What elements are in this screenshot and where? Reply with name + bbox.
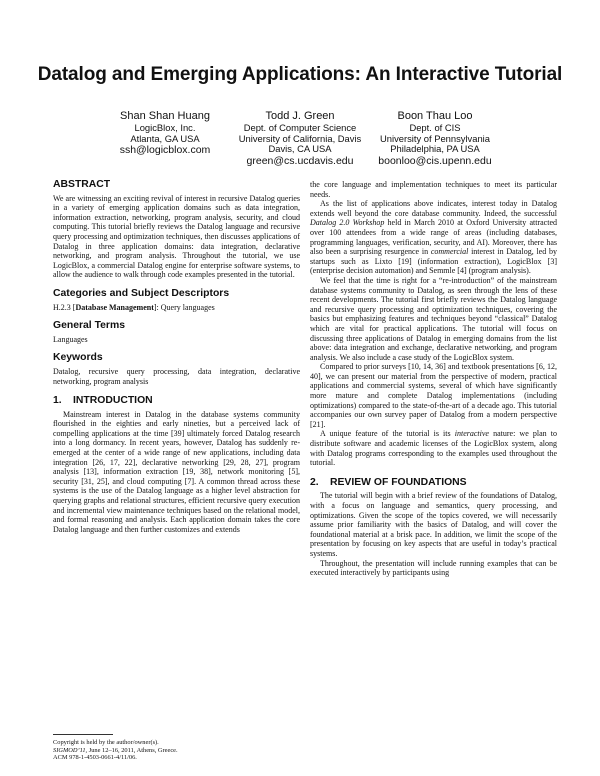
author-email: boonloo@cis.upenn.edu: [378, 154, 492, 167]
author-name: Todd J. Green: [265, 110, 335, 122]
abstract-text: We are witnessing an exciting revival of interest in recursive Datalog queries in a variety of emerging application domains such as data integration, information extraction, networking, program analysis, security, and cloud computing. This tutorial briefly reviews the Datalog language and recursive query processing and optimization techniques, then discusses applications of Datalog in three application domains: data integration, declarative networking, and program analysis. Throughout the tutorial, we use LogicBlox, a commercial Datalog engine for enterprise software systems, to allow the audience to walk through code examples presented in the tutorial.: [53, 193, 300, 280]
right-column: [310, 180, 557, 578]
author-affiliation: Dept. of CIS: [409, 122, 461, 133]
author-affiliation: University of California, Davis: [238, 132, 362, 144]
paragraph: the core language and implementation techniques to meet its particular needs.: [310, 180, 557, 199]
paragraph: Mainstream interest in Datalog in the database systems community flourished in the eighties and early nineties, but a perceived lack of compelling applications at the time [39] ultimately forced Datalog research into a long dormancy. In recent years, however, Datalog has suddenly re-emerged at the center of a wide range of new applications, including data integration [26, 17, 22], declarative networking [29, 28, 27], program analysis [13], information extraction [19, 38], network monitoring [5], security [31, 25], and cloud computing [7]. A common thread across these systems is the use of the Datalog language as a higher level abstraction for querying graphs and relational structures, efficient recursive query execution and incremental view maintenance techniques based on the relational model, and formal reasoning and analysis. Each application domain takes the core Datalog language and then further customizes and extends: [53, 409, 300, 534]
conference-name: SIGMOD’11,: [53, 746, 88, 754]
footnote-rule: [53, 734, 113, 735]
text-run-italic: commercial: [430, 247, 469, 257]
author-location: Davis, CA USA: [268, 143, 332, 155]
paragraph: Throughout, the presentation will include running examples that can be executed interactively by participants using: [310, 558, 557, 578]
category-code: H.2.3 [: [53, 302, 76, 312]
general-terms-heading: General Terms: [53, 320, 125, 332]
category-subject: ]: Query languages: [153, 302, 215, 312]
abstract-heading: ABSTRACT: [53, 179, 111, 190]
general-terms-text: Languages: [53, 334, 88, 344]
section-heading-review: [310, 478, 557, 488]
author-affiliation: University of Pennsylvania: [380, 132, 490, 144]
author-location: Atlanta, GA USA: [130, 132, 200, 144]
text-run-italic: Datalog 2.0 Workshop: [310, 218, 385, 228]
author-location: Philadelphia, PA USA: [390, 143, 480, 155]
section-number: 1.: [53, 395, 62, 407]
text-run: interest in Datalog, led by startups such as Lixto [19] (information extraction), LogicBlox [3] (enterprise decision automation) and Semmle [4] (program analysis).: [310, 247, 557, 276]
paragraph: Compared to prior surveys [10, 14, 36] and textbook presentations [6, 12, 40], we can present our material from the perspective of modern, practical applications and commercial systems, several of which have significantly more mature and complete Datalog implementations (including optimizations) compared to the state-of-the-art of a decade ago. This tutorial accompanies our own survey paper of Datalog from a modern perspective [21].: [310, 362, 557, 429]
author-name: Boon Thau Loo: [397, 110, 473, 122]
paragraph: The tutorial will begin with a brief review of the foundations of Datalog, with a focus on language and semantics, query processing, and optimizations. Given the scope of the topics covered, we will necessarily assume prior familiarity with the basics of Datalog, and will cover the foundational material at a brisk pace. In addition, we limit the scope of the presentation by focusing on key aspects that are useful in today’s practical systems.: [310, 491, 557, 558]
author-block-loo: [350, 110, 520, 167]
copyright-notice: [53, 734, 300, 762]
paragraph: We feel that the time is right for a “re-introduction” of the mainstream database systems community to Datalog, as seen through the lens of these recent developments. The tutorial first briefly reviews the Datalog language and recursive query processing and optimization techniques, covering the basics but emphasizing features and techniques beyond “classical” Datalog which are vital for practical applications. The tutorial will focus on discussing three applications of Datalog in emerging domains from the list above: data integration and exchange, declarative networking, and program analysis. We also include a case study of the LogicBlox system.: [310, 275, 557, 362]
conference-line: [53, 747, 300, 755]
keywords-text: Datalog, recursive query processing, data integration, declarative networking, program analysis: [53, 366, 300, 386]
author-affiliation: LogicBlox, Inc.: [134, 122, 196, 133]
author-name: Shan Shan Huang: [120, 110, 210, 122]
acm-line: ACM 978-1-4503-0661-4/11/06.: [53, 754, 137, 762]
text-run: nature: we plan to distribute software and academic licenses of the LogicBlox system, along with Datalog programs corresponding to the examples used throughout the tutorial.: [310, 429, 557, 468]
section-number: 2.: [310, 476, 319, 488]
author-email: ssh@logicblox.com: [119, 144, 211, 157]
text-run: held in March 2010 at Oxford University attracted over 100 attendees from a wide range of areas (including databases, programming languages, verification, security, and AI). Moreover, there has also been a surprising resurgence in: [310, 218, 558, 257]
paper-title: Datalog and Emerging Applications: An Interactive Tutorial: [37, 64, 563, 85]
author-affiliation: Dept. of Computer Science: [243, 122, 357, 133]
copyright-line: Copyright is held by the author/owner(s).: [53, 739, 159, 746]
categories-heading: Categories and Subject Descriptors: [53, 287, 230, 299]
paragraph: [310, 429, 557, 467]
left-column: [53, 180, 300, 534]
categories-text: [53, 303, 300, 313]
section-title: REVIEW OF FOUNDATIONS: [330, 476, 467, 488]
text-run: As the list of applications above indicates, interest today in Datalog extends well beyond the core database community. Indeed, the successful: [310, 199, 557, 218]
paragraph: [310, 199, 557, 276]
text-run-italic: interactive: [454, 429, 489, 439]
section-title: INTRODUCTION: [73, 395, 153, 407]
keywords-heading: Keywords: [53, 352, 103, 364]
conference-details: June 12–16, 2011, Athens, Greece.: [87, 746, 178, 754]
text-run: A unique feature of the tutorial is its: [320, 429, 455, 439]
author-email: green@cs.ucdavis.edu: [246, 154, 354, 167]
category-name: Database Management: [75, 302, 154, 312]
section-heading-introduction: [53, 396, 300, 406]
